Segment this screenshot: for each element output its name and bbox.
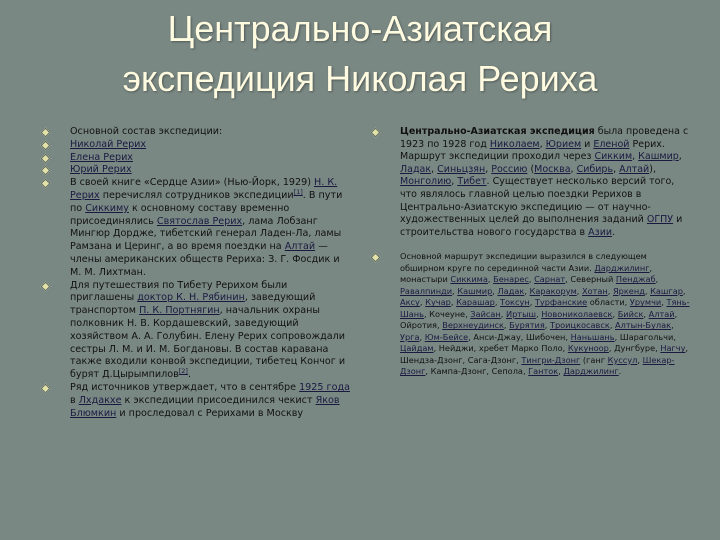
link[interactable]: 1925 года (299, 381, 350, 393)
text: , (494, 297, 501, 308)
link[interactable]: Азии (588, 226, 613, 238)
text: Ряд источников утверждает, что в сентябре (70, 381, 300, 393)
link[interactable]: Ганток (528, 366, 559, 377)
list-item (370, 126, 690, 239)
link[interactable]: Тингри-Дзонг (521, 354, 581, 365)
link[interactable]: Николаем (489, 138, 540, 150)
link-yuri-rerikh[interactable]: Юрий Рерих (70, 164, 132, 176)
text: и строительства нового государства в (400, 214, 683, 238)
link[interactable]: Юм-Бейсе (424, 331, 469, 342)
text: , (576, 285, 582, 296)
text: , (419, 297, 426, 308)
link[interactable]: Бенарес (493, 274, 529, 285)
text: , Шарагольчи, (614, 331, 676, 342)
right-bullet-list (370, 126, 690, 378)
link-elena-rerikh[interactable]: Елена Рерих (70, 151, 133, 163)
text: . Существует несколько версий того, что являлось главной целью поездки Рерихов в Центрально-Азиатскую экспедицию — от научно-художественных целей до выполнения заданий (400, 176, 675, 226)
link[interactable]: Кучар (425, 297, 451, 308)
link[interactable]: Дарджилинг (563, 366, 619, 377)
link-nikolai-rerikh[interactable]: Николай Рерих (70, 138, 147, 150)
link[interactable]: Юрием (545, 138, 582, 150)
text: , начальник охраны полковник Н. В. Кордашевский, заведующий хозяйством А. А. Голубин. Елену Рерих сопровождали сестры Л. М. и И. М. Богдановы. В состав каравана также входили конвой экспедиции, тибетец Кончог и бурят Д.Цырымпилов (70, 305, 346, 381)
link[interactable]: Турфанские (534, 297, 588, 308)
diamond-bullet-icon (41, 281, 51, 291)
text: , (487, 274, 494, 285)
text: , (632, 151, 639, 163)
link[interactable]: Н. К. Рерих (70, 177, 338, 201)
link[interactable]: Кашгар (650, 285, 683, 296)
link[interactable]: Яркенд (612, 285, 645, 296)
link[interactable]: доктор К. Н. Рябинин (137, 292, 245, 304)
link[interactable]: Сибирь (576, 163, 614, 175)
diamond-bullet-icon (41, 179, 51, 189)
text: , (524, 285, 530, 296)
link[interactable]: Каракорум (529, 285, 577, 296)
list-item (40, 152, 350, 165)
text: , (452, 285, 458, 296)
list-item (370, 251, 690, 378)
link[interactable]: Сарнат (534, 274, 566, 285)
text: , (643, 308, 649, 319)
link[interactable]: Кашмир (457, 285, 493, 296)
text: , (485, 163, 492, 175)
text: , (637, 354, 643, 365)
text: , (644, 285, 651, 296)
text: , монастыри (400, 262, 653, 285)
list-item (40, 126, 350, 139)
list-item (40, 164, 350, 177)
link[interactable]: Алтын-Булак (615, 320, 672, 331)
text: , (609, 320, 616, 331)
link[interactable]: Алтай (284, 241, 316, 253)
link[interactable]: Сикким (594, 151, 633, 163)
link[interactable]: Сиккима (450, 274, 488, 285)
link[interactable]: Иртыш (505, 308, 537, 319)
link[interactable]: Бийск (617, 308, 644, 319)
text: , (671, 320, 674, 331)
link[interactable]: Куссул (607, 354, 638, 365)
bold-term: Центрально-Азиатская экспедиция (400, 126, 595, 137)
link[interactable]: Лхдакхе (78, 394, 122, 406)
text: , (607, 285, 613, 296)
text: , Дунгбуре, (608, 343, 661, 354)
link[interactable]: Шекар-Дзонг (400, 354, 675, 377)
link[interactable]: Хотан (581, 285, 608, 296)
title-line-1: Центрально-Азиатская (167, 8, 553, 49)
list-item (40, 382, 350, 420)
diamond-bullet-icon (41, 128, 51, 138)
link[interactable]: Пенджаб (615, 274, 656, 285)
text: , (570, 163, 577, 175)
link[interactable]: Урумчи (629, 297, 662, 308)
text: и (581, 138, 594, 150)
text: (ганг (580, 354, 608, 365)
text: области, (587, 297, 630, 308)
text: , (655, 274, 659, 285)
diamond-bullet-icon (41, 140, 51, 150)
list-item (40, 139, 350, 152)
link[interactable]: Наньшань (570, 331, 615, 342)
text: , (682, 285, 686, 296)
link[interactable]: Кукуноор (567, 343, 609, 354)
link[interactable]: Карашар (456, 297, 495, 308)
link[interactable]: Алтай (648, 308, 675, 319)
text: . (612, 226, 616, 238)
text: , (528, 274, 535, 285)
text: , (661, 297, 667, 308)
link[interactable]: Святослав Рерих (156, 215, 243, 227)
link[interactable]: Ладак (400, 163, 432, 175)
text: , (613, 163, 620, 175)
link[interactable]: Дарджилинг (594, 262, 650, 273)
text: , лама Лобзанг Мингюр Дордже, тибетский генерал Ладен-Ла, ламы Рамзана и Церинг, а во время поездки на (70, 215, 342, 253)
text: ( (527, 163, 535, 175)
diamond-bullet-icon (371, 253, 381, 263)
right-column (370, 126, 690, 378)
link[interactable]: Тянь-Шань (400, 297, 690, 319)
text: к экспедиции присоединился чекист (121, 394, 316, 406)
text: , (558, 366, 564, 377)
list-item (40, 177, 350, 279)
text: . (618, 366, 622, 377)
link[interactable]: Аксу (400, 297, 420, 308)
text: , (612, 308, 618, 319)
text: перечислял сотрудников экспедиции (99, 189, 294, 201)
footnote-link[interactable]: [2] (178, 366, 188, 375)
text: , (431, 163, 438, 175)
text: , (678, 151, 682, 163)
link[interactable]: Цайдам (400, 343, 434, 354)
list-item (40, 280, 350, 382)
slide-title (0, 4, 720, 104)
link[interactable]: ОГПУ (646, 214, 674, 226)
link[interactable]: Ладак (497, 285, 525, 296)
text: . В пути по (70, 189, 343, 214)
text: , (451, 176, 458, 188)
text: к основному составу временно присоединялись (70, 202, 290, 227)
text: Для путешествия по Тибету Рерихом были приглашены (70, 279, 288, 304)
text: , Кочеуне, (423, 308, 471, 319)
text: В своей книге «Сердце Азии» (Нью-Йорк, 1929) (70, 177, 315, 189)
text: , Шендза-Дзонг, Сага-Дзонг, (400, 343, 689, 365)
text: , (529, 297, 535, 308)
link[interactable]: Зайсан (470, 308, 501, 319)
link[interactable]: Монголию (400, 176, 452, 188)
link[interactable]: Новониколаевск (541, 308, 613, 319)
text: , Нейджи, хребет Марко Поло, (433, 343, 568, 354)
text: . (187, 369, 192, 381)
link[interactable]: Троицкосавск (549, 320, 610, 331)
text: , (500, 308, 506, 319)
text: , Кампа-Дзонг, Сепола, (425, 366, 529, 377)
text: ), (649, 163, 656, 175)
link[interactable]: Токсун (500, 297, 530, 308)
link[interactable]: Тибет (457, 176, 487, 188)
diamond-bullet-icon (41, 153, 51, 163)
diamond-bullet-icon (371, 128, 381, 138)
text: , Анси-Джау, Шибочен, (468, 331, 571, 342)
link[interactable]: Сиккиму (85, 202, 129, 214)
text: , (539, 138, 546, 150)
diamond-bullet-icon (41, 383, 51, 393)
text: , Северный (565, 274, 616, 285)
link[interactable]: Россию (491, 163, 528, 175)
footnote-link[interactable]: [1] (293, 187, 303, 196)
text: , Ойротия, (400, 308, 678, 331)
link[interactable]: П. К. Портнягин (139, 305, 220, 317)
text: и проследовал с Рерихами в Москву (116, 407, 304, 419)
text: , (450, 297, 457, 308)
link[interactable]: Кашмир (638, 151, 679, 163)
link[interactable]: Еленой (593, 138, 630, 150)
text: — члены американских обществ Рериха: З. Г. Фосдик и М. М. Лихтман. (70, 241, 340, 278)
expedition-staff-heading: Основной состав экспедиции: (70, 126, 223, 137)
left-bullet-list (40, 126, 350, 420)
text: Основной маршрут экспедиции выразился в следующем обширном круге по серединной части Азии. (400, 251, 647, 273)
title-line-2: экспедиция Николая Рериха (122, 58, 598, 99)
text: была проведена с 1923 по 1928 год (400, 126, 689, 150)
link[interactable]: Алтай (619, 163, 650, 175)
link[interactable]: Равалпинди (400, 285, 453, 296)
link[interactable]: Синьцзян (437, 163, 486, 175)
text: , (536, 308, 542, 319)
text: в (70, 394, 79, 406)
link[interactable]: Урга (400, 331, 420, 342)
text: , (492, 285, 498, 296)
link[interactable]: Бурятия (509, 320, 545, 331)
link[interactable]: Яков Блюмкин (70, 394, 340, 419)
link[interactable]: Верхнеудинск (442, 320, 504, 331)
text: , (419, 331, 425, 342)
left-column (40, 126, 350, 420)
link[interactable]: Нагчу (660, 343, 686, 354)
link[interactable]: Москва (534, 163, 571, 175)
text: , заведующий транспортом (70, 292, 316, 317)
diamond-bullet-icon (41, 166, 51, 176)
text: , (503, 320, 510, 331)
text: Рерих. Маршрут экспедиции проходил через (400, 138, 665, 163)
text: , (544, 320, 550, 331)
